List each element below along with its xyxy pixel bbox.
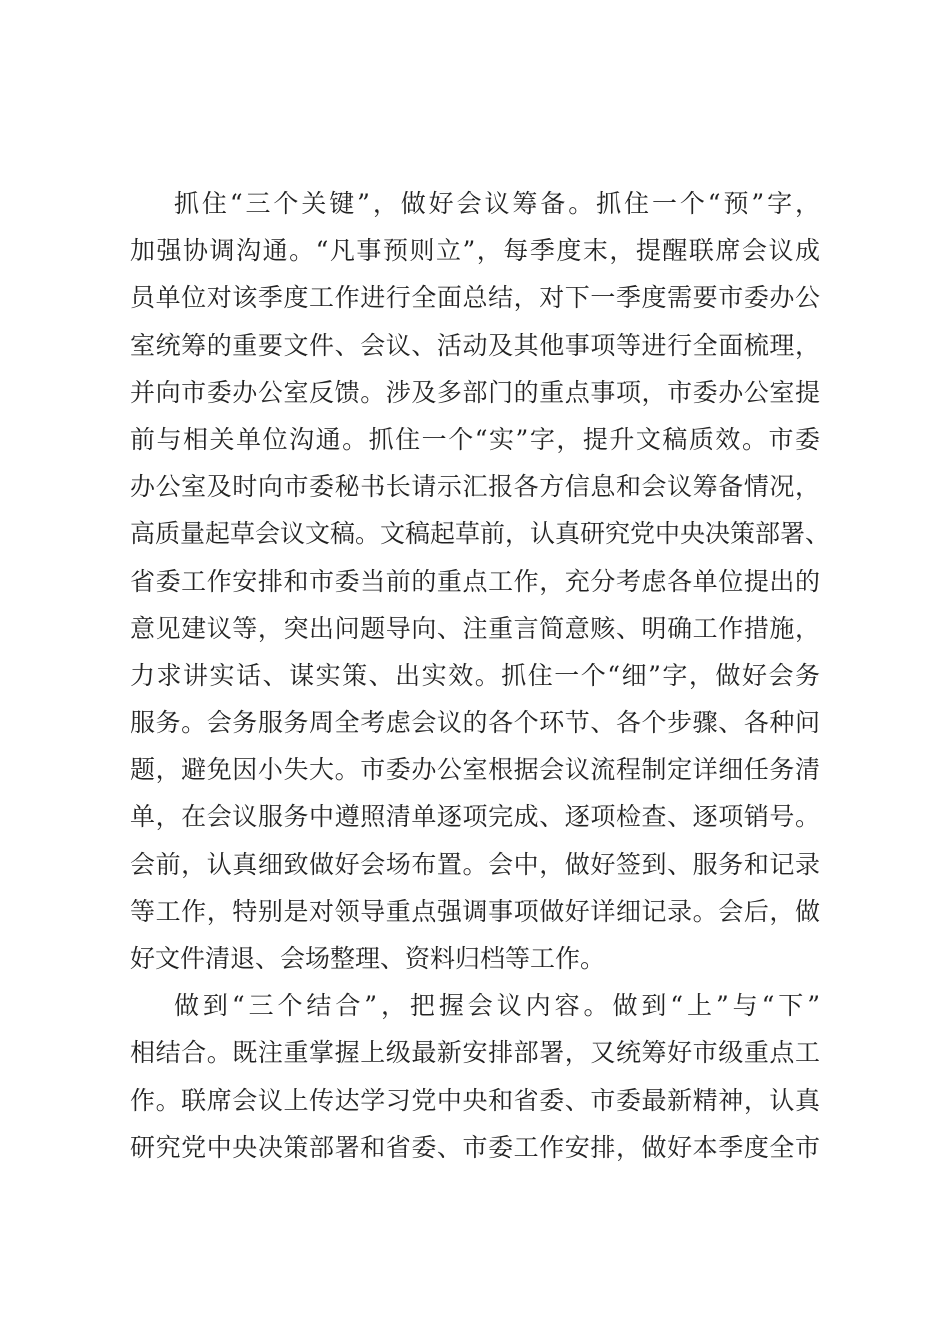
text-line: 作。联席会议上传达学习党中央和省委、市委最新精神，认真 [130, 1085, 820, 1115]
text-line: 会前，认真细致做好会场布置。会中，做好签到、服务和记录 [130, 849, 820, 879]
paragraph-1 [130, 180, 831, 982]
text-line: 单，在会议服务中遵照清单逐项完成、逐项检查、逐项销号。 [130, 802, 820, 832]
text-line: 相结合。既注重掌握上级最新安排部署，又统筹好市级重点工 [130, 1038, 820, 1068]
text-line: 并向市委办公室反馈。涉及多部门的重点事项，市委办公室提 [130, 377, 820, 407]
text-line: 等工作，特别是对领导重点强调事项做好详细记录。会后，做 [130, 896, 820, 926]
text-line: 省委工作安排和市委当前的重点工作，充分考虑各单位提出的 [130, 566, 820, 596]
text-line: 题，避免因小失大。市委办公室根据会议流程制定详细任务清 [130, 755, 820, 785]
paragraph-2 [130, 982, 820, 1171]
text-line: 研究党中央决策部署和省委、市委工作安排，做好本季度全市 [130, 1132, 820, 1162]
document-body [130, 180, 831, 1171]
text-line: 做到“三个结合”，把握会议内容。做到“上”与“下” [174, 991, 820, 1021]
text-line: 意见建议等，突出问题导向、注重言简意赅、明确工作措施， [130, 613, 820, 643]
text-line: 加强协调沟通。“凡事预则立”，每季度末，提醒联席会议成 [130, 236, 820, 266]
text-line: 抓住“三个关键”，做好会议筹备。抓住一个“预”字， [174, 189, 820, 218]
text-line: 前与相关单位沟通。抓住一个“实”字，提升文稿质效。市委 [130, 424, 820, 454]
text-line: 力求讲实话、谋实策、出实效。抓住一个“细”字，做好会务 [130, 660, 820, 690]
text-line: 服务。会务服务周全考虑会议的各个环节、各个步骤、各种问 [130, 708, 820, 738]
text-line: 好文件清退、会场整理、资料归档等工作。 [130, 944, 606, 973]
text-line: 室统筹的重要文件、会议、活动及其他事项等进行全面梳理， [130, 330, 820, 360]
text-line: 员单位对该季度工作进行全面总结，对下一季度需要市委办公 [130, 283, 820, 313]
text-line: 高质量起草会议文稿。文稿起草前，认真研究党中央决策部署、 [130, 519, 831, 549]
text-line: 办公室及时向市委秘书长请示汇报各方信息和会议筹备情况， [130, 472, 820, 502]
